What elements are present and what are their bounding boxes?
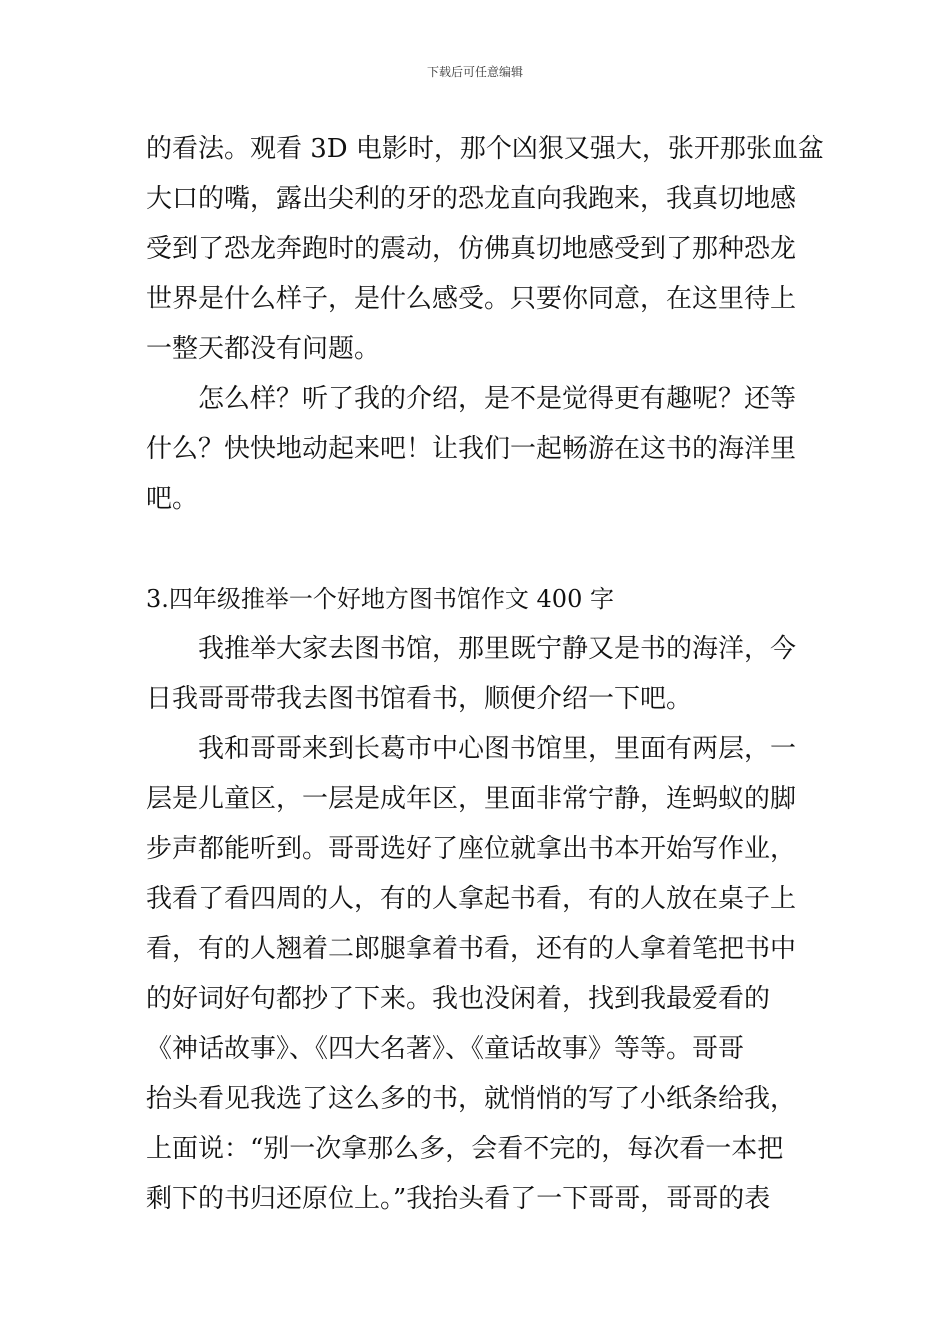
- text-line: 层是儿童区，一层是成年区，里面非常宁静，连蚂蚁的脚: [146, 784, 797, 814]
- text-line: 我推举大家去图书馆，那里既宁静又是书的海洋，今: [198, 634, 797, 664]
- text-line: 世界是什么样子，是什么感受。只要你同意，在这里待上: [146, 284, 797, 314]
- section-heading: 3.四年级推举一个好地方图书馆作文 400 字: [146, 585, 614, 613]
- text-line: 怎么样？听了我的介绍，是不是觉得更有趣呢？还等: [198, 384, 797, 414]
- text-line: 《神话故事》、《四大名著》、《童话故事》等等。哥哥: [146, 1034, 745, 1064]
- page-header: 下载后可任意编辑: [426, 65, 523, 79]
- essay-tail-paragraph-1: [146, 124, 824, 374]
- text-line: 的看法。观看 3D 电影时，那个凶狠又强大，张开那张血盆: [146, 134, 824, 164]
- text-line: 日我哥哥带我去图书馆看书，顺便介绍一下吧。: [146, 684, 693, 714]
- text-line: 大口的嘴，露出尖利的牙的恐龙直向我跑来，我真切地感: [146, 184, 797, 214]
- text-line: 步声都能听到。哥哥选好了座位就拿出书本开始写作业，: [146, 834, 797, 864]
- text-line: 一整天都没有问题。: [146, 334, 381, 364]
- text-line: 剩下的书归还原位上。”我抬头看了一下哥哥，哥哥的表: [146, 1184, 771, 1214]
- text-line: 受到了恐龙奔跑时的震动，仿佛真切地感受到了那种恐龙: [146, 234, 797, 264]
- text-line: 的好词好句都抄了下来。我也没闲着，找到我最爱看的: [146, 984, 771, 1014]
- paragraph-spacer: [146, 524, 814, 574]
- essay-tail-paragraph-2: [146, 374, 814, 524]
- text-line: 抬头看见我选了这么多的书，就悄悄的写了小纸条给我，: [146, 1084, 797, 1114]
- section-3-paragraph-1: [146, 624, 814, 724]
- section-3-paragraph-2: [146, 724, 814, 1224]
- text-line: 上面说：“别一次拿那么多，会看不完的，每次看一本把: [146, 1134, 784, 1164]
- text-line: 我看了看四周的人，有的人拿起书看，有的人放在桌子上: [146, 884, 797, 914]
- text-line: 什么？快快地动起来吧！让我们一起畅游在这书的海洋里: [146, 434, 797, 464]
- text-line: 看，有的人翘着二郎腿拿着书看，还有的人拿着笔把书中: [146, 934, 797, 964]
- text-line: 吧。: [146, 484, 199, 514]
- text-line: 我和哥哥来到长葛市中心图书馆里，里面有两层，一: [198, 734, 797, 764]
- document-body: [146, 124, 824, 1224]
